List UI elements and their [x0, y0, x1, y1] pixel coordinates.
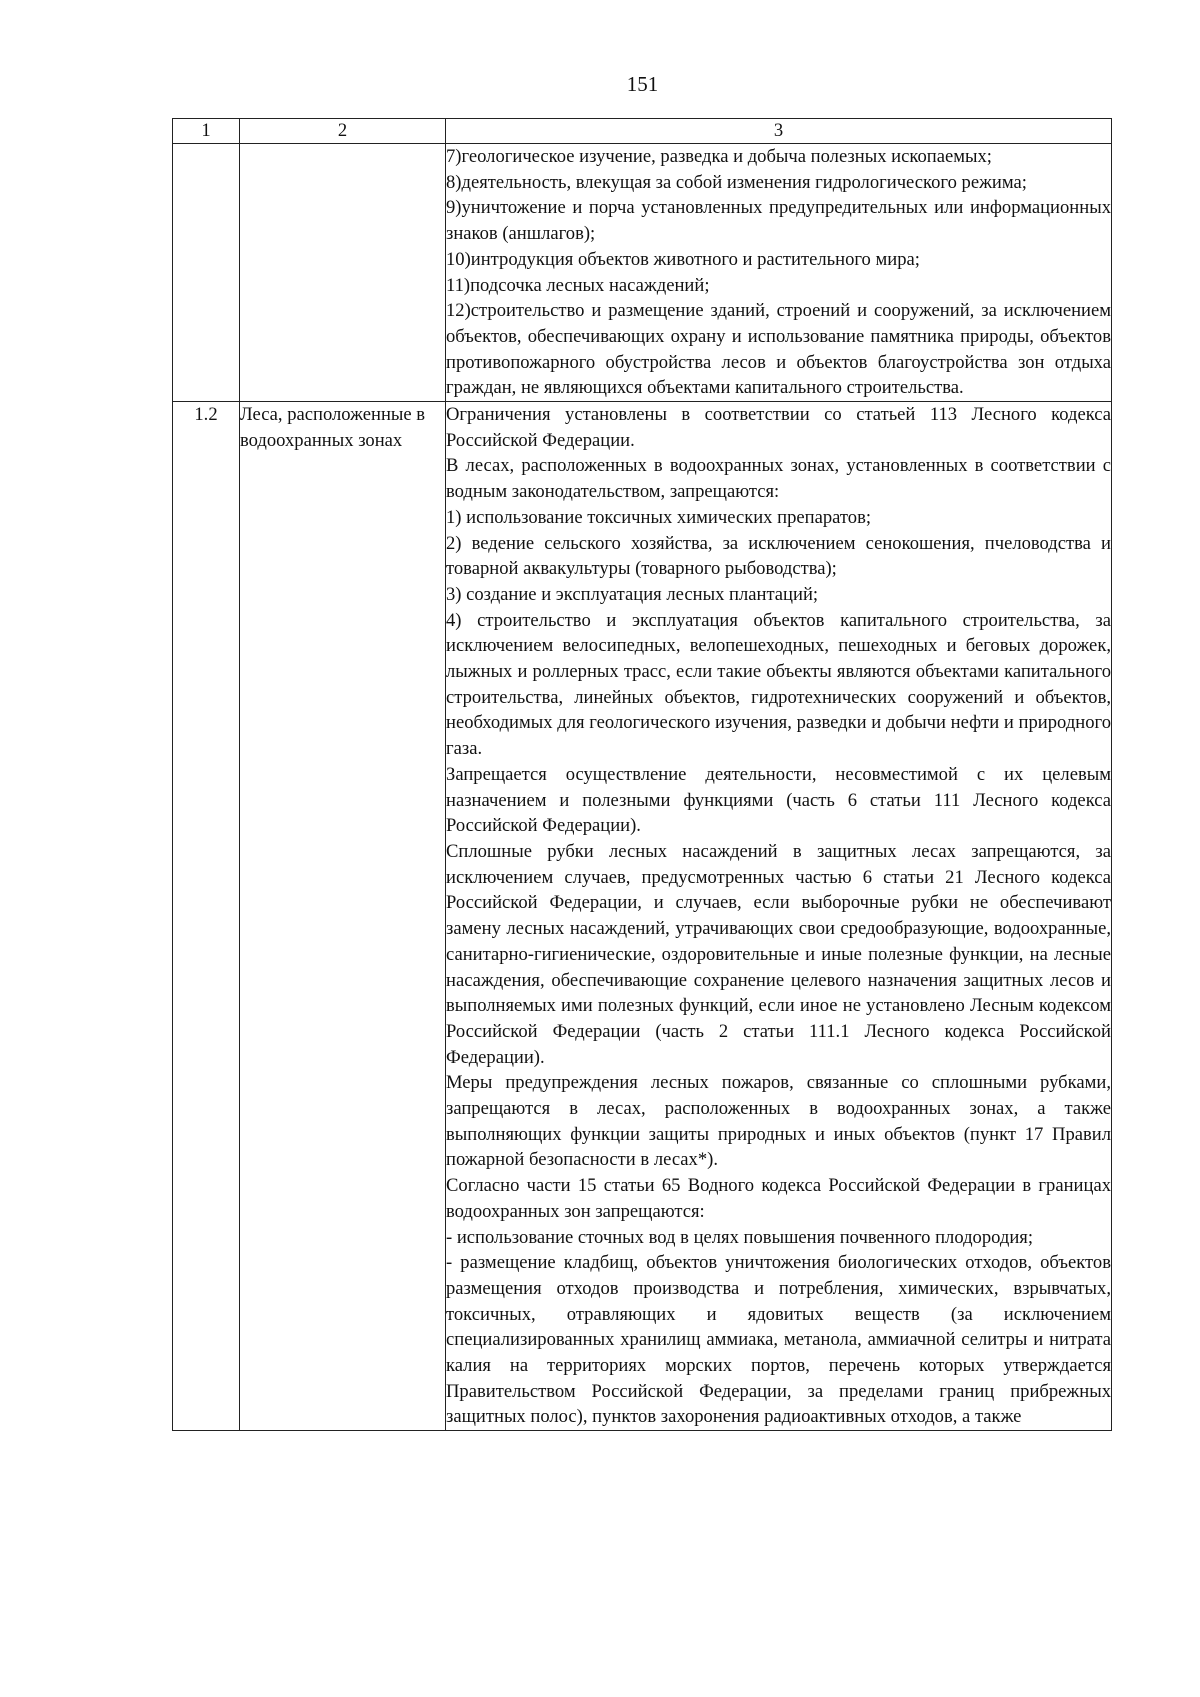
paragraph: 4) строительство и эксплуатация объектов капитального строительства, за исключением велосипедных, велопешеходных, пешеходных и беговых дорожек, лыжных и роллерных трасс, если такие объекты являются объектами капитального строительства, линейных объектов, гидротехнических сооружений и объектов, необходимых для геологического изучения, разведки и добычи нефти и природного газа.	[446, 609, 1111, 760]
paragraph: 3) создание и эксплуатация лесных плантаций;	[446, 583, 819, 605]
paragraph: 1) использование токсичных химических препаратов;	[446, 506, 872, 528]
paragraph: 2) ведение сельского хозяйства, за исключением сенокошения, пчеловодства и товарной аквакультуры (товарного рыбоводства);	[446, 532, 1111, 580]
paragraph: Согласно части 15 статьи 65 Водного кодекса Российской Федерации в границах водоохранных зон запрещаются:	[446, 1175, 1111, 1222]
paragraph: 12)строительство и размещение зданий, строений и сооружений, за исключением объектов, обеспечивающих охрану и использование памятника природы, объектов противопожарного обустройства лесов и объектов благоустройства зон отдыха граждан, не являющихся объектами капитального строительства.	[446, 300, 1111, 399]
row-name-cell: Леса, расположенные в водоохранных зонах	[240, 402, 446, 1431]
table-header-row	[173, 119, 1112, 144]
row-name-cell	[240, 144, 446, 402]
paragraph: 8)деятельность, влекущая за собой изменения гидрологического режима;	[446, 171, 1027, 193]
paragraph: Ограничения установлены в соответствии со статьей 113 Лесного кодекса Российской Федерации.	[446, 404, 1111, 451]
paragraph: - размещение кладбищ, объектов уничтожения биологических отходов, объектов размещения отходов производства и потребления, химических, взрывчатых, токсичных, отравляющих и ядовитых веществ (за исключением специализированных хранилищ аммиака, метанола, аммиачной селитры и нитрата калия на территориях морских портов, перечень которых утверждается Правительством Российской Федерации, за пределами границ прибрежных защитных полос), пунктов захоронения радиоактивных отходов, а также	[446, 1252, 1111, 1428]
paragraph: Сплошные рубки лесных насаждений в защитных лесах запрещаются, за исключением случаев, предусмотренных частью 6 статьи 21 Лесного кодекса Российской Федерации, и случаев, если выборочные рубки не обеспечивают замену лесных насаждений, утрачивающих свои средообразующие, водоохранные, санитарно-гигиенические, оздоровительные и иные полезные функции, на лесные насаждения, обеспечивающие сохранение целевого назначения защитных лесов и выполняемых ими полезных функций, если иное не установлено Лесным кодексом Российской Федерации (часть 2 статьи 111.1 Лесного кодекса Российской Федерации).	[446, 840, 1111, 1068]
row-text-cell	[446, 144, 1112, 402]
table-row-continued	[173, 144, 1112, 402]
restrictions-table	[172, 118, 1112, 1431]
row-text-cell	[446, 402, 1112, 1431]
paragraph: 10)интродукция объектов животного и растительного мира;	[446, 248, 920, 270]
paragraph: 7)геологическое изучение, разведка и добыча полезных ископаемых;	[446, 146, 992, 167]
paragraph: 9)уничтожение и порча установленных предупредительных или информационных знаков (аншлагов);	[446, 197, 1111, 245]
header-col-3: 3	[446, 119, 1112, 144]
paragraph: В лесах, расположенных в водоохранных зонах, установленных в соответствии с водным законодательством, запрещаются:	[446, 455, 1111, 503]
page-number: 151	[626, 72, 659, 96]
header-col-1: 1	[173, 119, 240, 144]
paragraph: - использование сточных вод в целях повышения почвенного плодородия;	[446, 1226, 1034, 1248]
paragraph: Запрещается осуществление деятельности, несовместимой с их целевым назначением и полезными функциями (часть 6 статьи 111 Лесного кодекса Российской Федерации).	[446, 763, 1111, 837]
row-number-cell: 1.2	[173, 402, 240, 1431]
paragraph: 11)подсочка лесных насаждений;	[446, 274, 710, 296]
table-row-1-2	[173, 402, 1112, 1431]
paragraph: Меры предупреждения лесных пожаров, связанные со сплошными рубками, запрещаются в лесах, расположенных в водоохранных зонах, а также выполняющих функции защиты природных и иных объектов (пункт 17 Правил пожарной безопасности в лесах*).	[446, 1072, 1111, 1171]
row-number-cell	[173, 144, 240, 402]
header-col-2: 2	[240, 119, 446, 144]
